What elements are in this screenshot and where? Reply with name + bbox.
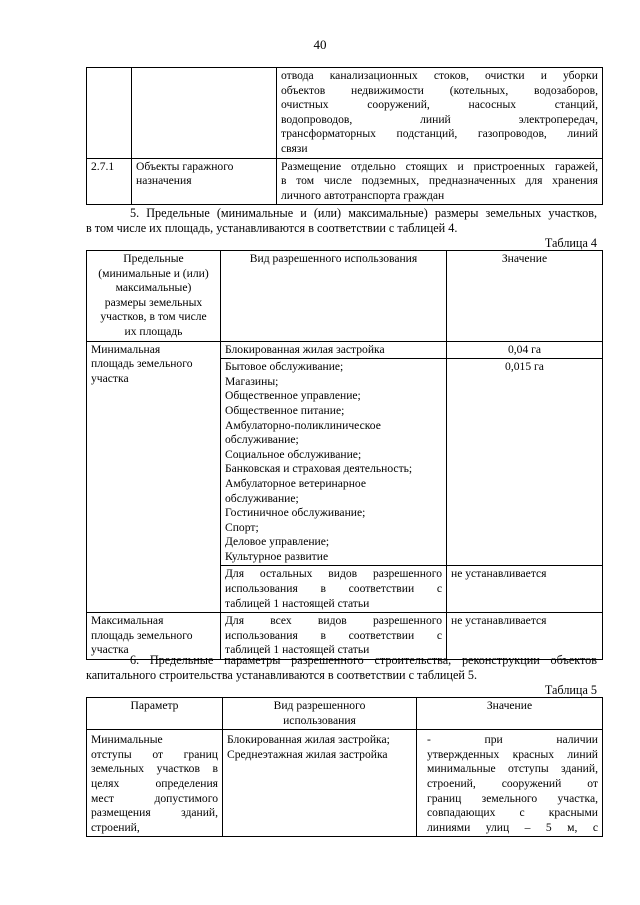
value-line: - при наличии: [427, 733, 598, 747]
paragraph-line: капитального строительства устанавливаются в соответствии с таблицей 5.: [86, 667, 478, 682]
label-line: площадь земельного: [91, 357, 193, 371]
description-line: очистных сооружений, насосных станций,: [281, 98, 598, 112]
use-line: Бытовое обслуживание;: [225, 360, 344, 374]
min-area-label: [87, 341, 221, 613]
use-line: обслуживание;: [225, 491, 299, 505]
description-line: в том числе подземных, предназначенных для хранения: [281, 174, 598, 188]
label-line: площадь земельного: [91, 628, 193, 642]
use-cell: Блокированная жилая застройка: [221, 341, 447, 359]
description-line: водопроводов, линий электропередач,: [281, 112, 598, 126]
description-line: личного автотранспорта граждан: [281, 188, 445, 202]
value-line: линиями улиц – 5 м, с: [427, 820, 598, 834]
use-line: Банковская и страховая деятельность;: [225, 462, 413, 476]
use-line: Блокированная жилая застройка;: [227, 733, 390, 747]
header-cell-limit: [87, 251, 221, 342]
header-line: (минимальные и (или): [98, 266, 209, 280]
paragraph-line: 5. Предельные (минимальные и (или) максимальные) размеры земельных участков,: [130, 206, 597, 220]
use-line: Для остальных видов разрешенного: [225, 567, 442, 581]
use-line: таблицей 1 настоящей статьи: [225, 596, 370, 610]
table-5-label: Таблица 5: [544, 683, 597, 697]
value-cell: 0,04 га: [447, 341, 603, 359]
name-line: назначения: [136, 174, 192, 188]
use-line: Деловое управление;: [225, 535, 330, 549]
header-line: использования: [283, 713, 356, 727]
label-line: Максимальная: [91, 614, 164, 628]
header-line: размеры земельных: [104, 295, 203, 309]
description-line: отвода канализационных стоков, очистки и уборки: [281, 69, 598, 82]
use-line: Амбулаторно-поликлиническое: [225, 418, 381, 432]
use-line: Для всех видов разрешенного: [225, 614, 442, 628]
description-line: объектов недвижимости (котельных, водозаборов,: [281, 83, 598, 97]
use-cell: [221, 566, 447, 613]
description-cell: [277, 158, 603, 205]
use-line: Амбулаторное ветеринарное: [225, 476, 366, 490]
use-line: Спорт;: [225, 520, 259, 534]
value-cell: не устанавливается: [447, 613, 603, 660]
label-line: участка: [91, 371, 129, 385]
value-line: минимальные отступы зданий,: [427, 762, 598, 776]
name-line: Объекты гаражного: [136, 159, 234, 173]
header-cell-use: Вид разрешенного использования: [221, 251, 447, 342]
table-row: [87, 158, 603, 205]
header-line: Вид разрешенного: [273, 699, 366, 712]
header-line: участков, в том числе: [100, 310, 207, 324]
value-cell: 0,015 га: [447, 359, 603, 566]
use-line: Гостиничное обслуживание;: [225, 506, 366, 520]
use-cell: [223, 730, 417, 837]
param-line: размещения зданий,: [91, 806, 218, 820]
name-cell: [132, 158, 277, 205]
label-line: Минимальная: [91, 342, 161, 356]
param-cell: [87, 730, 223, 837]
header-line: их площадь: [124, 324, 183, 338]
use-cell: [221, 359, 447, 566]
code-cell: [87, 68, 132, 159]
table-row: [87, 730, 603, 837]
param-line: мест допустимого: [91, 791, 218, 805]
use-line: таблицей 1 настоящей статьи: [225, 643, 370, 657]
value-line: границ земельного участка,: [427, 791, 598, 805]
use-line: Культурное развитие: [225, 549, 329, 563]
param-line: земельных участков в: [91, 762, 218, 776]
table-header-row: [87, 698, 603, 730]
header-cell-value: Значение: [447, 251, 603, 342]
description-line: Размещение отдельно стоящих и пристроенных гаражей,: [281, 159, 598, 173]
table-header-row: [87, 251, 603, 342]
use-line: Общественное питание;: [225, 403, 345, 417]
table-4-label: Таблица 4: [544, 236, 597, 250]
header-line: Предельные: [123, 252, 184, 265]
param-line: строений,: [91, 820, 140, 834]
table-4: [86, 250, 603, 660]
use-line: Общественное управление;: [225, 389, 361, 403]
value-line: совпадающих с красными: [427, 806, 598, 820]
param-line: отступы от границ: [91, 747, 218, 761]
name-cell: [132, 68, 277, 159]
value-line: утвержденных красных линий: [427, 747, 598, 761]
header-line: максимальные): [115, 281, 192, 295]
value-cell: [417, 730, 603, 837]
param-line: целях определения: [91, 776, 218, 790]
paragraph-line: в том числе их площадь, устанавливаются в соответствии с таблицей 4.: [86, 220, 458, 235]
classifier-table: [86, 67, 603, 205]
header-cell-parameter: Параметр: [87, 698, 223, 730]
value-cell: не устанавливается: [447, 566, 603, 613]
header-cell-value: Значение: [417, 698, 603, 730]
code-cell: 2.7.1: [87, 158, 132, 205]
description-line: связи: [281, 141, 308, 155]
page-number: 40: [313, 37, 327, 52]
use-line: Среднеэтажная жилая застройка: [227, 747, 388, 761]
description-cell: [277, 68, 603, 159]
param-line: Минимальные: [91, 733, 163, 747]
paragraph-6: [86, 653, 597, 682]
use-line: использования в соответствии с: [225, 582, 442, 596]
table-row: [87, 68, 603, 159]
table-5: [86, 697, 603, 837]
use-line: использования в соответствии с: [225, 628, 442, 642]
use-line: обслуживание;: [225, 433, 299, 447]
paragraph-5: [86, 206, 597, 235]
use-line: Социальное обслуживание;: [225, 447, 362, 461]
description-line: трансформаторных подстанций, газопроводов, линий: [281, 127, 598, 141]
header-cell-use: [223, 698, 417, 730]
use-line: Магазины;: [225, 374, 279, 388]
value-line: строений, сооружений от: [427, 776, 598, 790]
label-line: участка: [91, 643, 129, 657]
paragraph-line: 6. Предельные параметры разрешенного строительства, реконструкции объектов: [130, 653, 597, 667]
table-row: [87, 341, 603, 359]
